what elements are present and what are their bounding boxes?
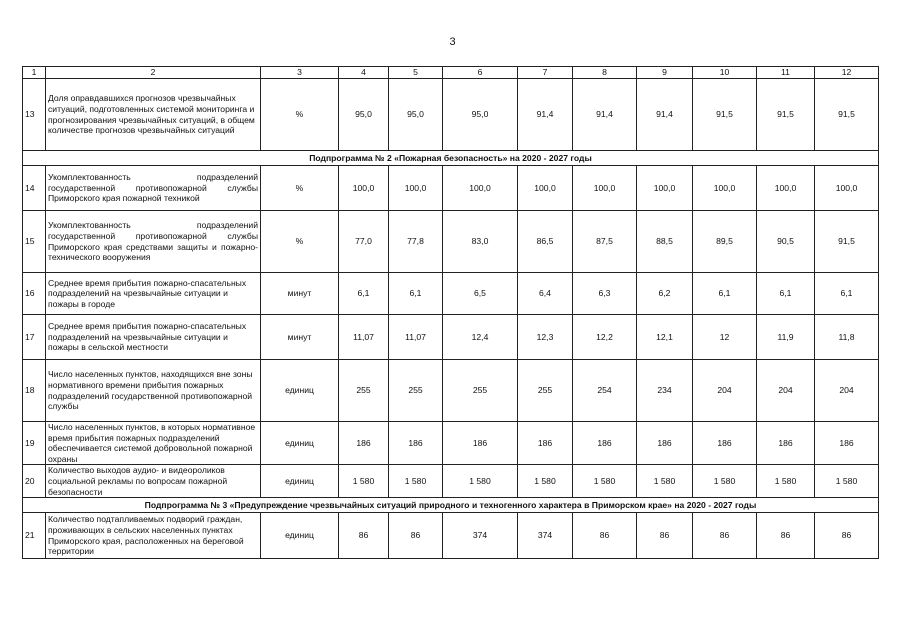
- table-row: [23, 79, 879, 151]
- indicator-name: Количество подтапливаемых подворий граждан, проживающих в сельских населенных пунктах Приморского края, расположенных на береговой территории: [46, 513, 261, 559]
- value-cell: 100,0: [443, 166, 518, 211]
- value-cell: 89,5: [693, 211, 757, 273]
- value-cell: 1 580: [443, 465, 518, 498]
- value-cell: 12,3: [518, 315, 573, 360]
- value-cell: 77,8: [389, 211, 443, 273]
- indicator-name: Число населенных пунктов, в которых нормативное время прибытия пожарных подразделений обеспечивается системой добровольной пожарной охраны: [46, 422, 261, 465]
- indicator-name: Доля оправдавшихся прогнозов чрезвычайных ситуаций, подготовленных системой мониторинга и прогнозирования чрезвычайных ситуаций, в общем количестве прогнозов чрезвычайных ситуаций: [46, 79, 261, 151]
- value-cell: 1 580: [518, 465, 573, 498]
- value-cell: 100,0: [389, 166, 443, 211]
- col-header: 6: [443, 67, 518, 79]
- row-number: 19: [23, 422, 46, 465]
- value-cell: 186: [693, 422, 757, 465]
- value-cell: 255: [518, 360, 573, 422]
- value-cell: 255: [443, 360, 518, 422]
- value-cell: 86: [573, 513, 637, 559]
- value-cell: 1 580: [815, 465, 879, 498]
- value-cell: 374: [443, 513, 518, 559]
- unit-cell: единиц: [261, 422, 339, 465]
- row-number: 21: [23, 513, 46, 559]
- value-cell: 6,1: [339, 273, 389, 315]
- value-cell: 86: [637, 513, 693, 559]
- unit-cell: единиц: [261, 360, 339, 422]
- value-cell: 91,5: [693, 79, 757, 151]
- col-header: 7: [518, 67, 573, 79]
- value-cell: 100,0: [815, 166, 879, 211]
- value-cell: 6,1: [693, 273, 757, 315]
- value-cell: 100,0: [518, 166, 573, 211]
- col-header: 10: [693, 67, 757, 79]
- value-cell: 12,4: [443, 315, 518, 360]
- value-cell: 204: [693, 360, 757, 422]
- value-cell: 255: [339, 360, 389, 422]
- value-cell: 100,0: [573, 166, 637, 211]
- value-cell: 186: [518, 422, 573, 465]
- value-cell: 1 580: [693, 465, 757, 498]
- value-cell: 91,4: [518, 79, 573, 151]
- value-cell: 1 580: [389, 465, 443, 498]
- value-cell: 95,0: [443, 79, 518, 151]
- value-cell: 186: [757, 422, 815, 465]
- row-number: 13: [23, 79, 46, 151]
- value-cell: 186: [389, 422, 443, 465]
- value-cell: 1 580: [339, 465, 389, 498]
- unit-cell: единиц: [261, 465, 339, 498]
- section-title: Подпрограмма № 2 «Пожарная безопасность» на 2020 - 2027 годы: [23, 151, 879, 166]
- value-cell: 186: [339, 422, 389, 465]
- value-cell: 95,0: [389, 79, 443, 151]
- row-number: 18: [23, 360, 46, 422]
- section-row: [23, 151, 879, 166]
- table-row: [23, 360, 879, 422]
- value-cell: 6,5: [443, 273, 518, 315]
- indicator-name: Укомплектованность подразделений государственной противопожарной службы Приморского края пожарной техникой: [46, 166, 261, 211]
- header-row: [23, 67, 879, 79]
- unit-cell: %: [261, 211, 339, 273]
- value-cell: 91,5: [815, 211, 879, 273]
- col-header: 11: [757, 67, 815, 79]
- unit-cell: %: [261, 166, 339, 211]
- indicator-name: Укомплектованность подразделений государственной противопожарной службы Приморского края средствами защиты и пожарно-технического вооружения: [46, 211, 261, 273]
- value-cell: 6,1: [389, 273, 443, 315]
- value-cell: 234: [637, 360, 693, 422]
- indicators-table: [22, 66, 879, 559]
- value-cell: 90,5: [757, 211, 815, 273]
- value-cell: 100,0: [637, 166, 693, 211]
- value-cell: 86: [389, 513, 443, 559]
- indicator-name: Количество выходов аудио- и видеороликов социальной рекламы по вопросам пожарной безопасности: [46, 465, 261, 498]
- value-cell: 86: [815, 513, 879, 559]
- unit-cell: минут: [261, 315, 339, 360]
- col-header: 4: [339, 67, 389, 79]
- value-cell: 1 580: [573, 465, 637, 498]
- table-row: [23, 465, 879, 498]
- col-header: 3: [261, 67, 339, 79]
- unit-cell: %: [261, 79, 339, 151]
- value-cell: 254: [573, 360, 637, 422]
- value-cell: 186: [815, 422, 879, 465]
- unit-cell: минут: [261, 273, 339, 315]
- col-header: 8: [573, 67, 637, 79]
- row-number: 16: [23, 273, 46, 315]
- value-cell: 95,0: [339, 79, 389, 151]
- value-cell: 1 580: [757, 465, 815, 498]
- value-cell: 86: [693, 513, 757, 559]
- value-cell: 77,0: [339, 211, 389, 273]
- col-header: 1: [23, 67, 46, 79]
- value-cell: 6,1: [815, 273, 879, 315]
- indicator-name: Число населенных пунктов, находящихся вне зоны нормативного времени прибытия пожарных подразделений государственной противопожарной службы: [46, 360, 261, 422]
- value-cell: 204: [757, 360, 815, 422]
- row-number: 17: [23, 315, 46, 360]
- section-row: [23, 498, 879, 513]
- unit-cell: единиц: [261, 513, 339, 559]
- table-row: [23, 166, 879, 211]
- value-cell: 91,5: [757, 79, 815, 151]
- value-cell: 83,0: [443, 211, 518, 273]
- value-cell: 100,0: [757, 166, 815, 211]
- value-cell: 12: [693, 315, 757, 360]
- row-number: 20: [23, 465, 46, 498]
- value-cell: 6,2: [637, 273, 693, 315]
- table-row: [23, 211, 879, 273]
- table-row: [23, 513, 879, 559]
- table-row: [23, 315, 879, 360]
- value-cell: 100,0: [693, 166, 757, 211]
- value-cell: 6,1: [757, 273, 815, 315]
- value-cell: 255: [389, 360, 443, 422]
- value-cell: 1 580: [637, 465, 693, 498]
- row-number: 15: [23, 211, 46, 273]
- value-cell: 6,4: [518, 273, 573, 315]
- value-cell: 186: [443, 422, 518, 465]
- col-header: 9: [637, 67, 693, 79]
- indicator-name: Среднее время прибытия пожарно-спасательных подразделений на чрезвычайные ситуации и пожары в сельской местности: [46, 315, 261, 360]
- value-cell: 11,9: [757, 315, 815, 360]
- value-cell: 86: [757, 513, 815, 559]
- value-cell: 12,1: [637, 315, 693, 360]
- value-cell: 374: [518, 513, 573, 559]
- value-cell: 87,5: [573, 211, 637, 273]
- value-cell: 11,07: [389, 315, 443, 360]
- section-title: Подпрограмма № 3 «Предупреждение чрезвычайных ситуаций природного и техногенного характера в Приморском крае» на 2020 - 2027 годы: [23, 498, 879, 513]
- value-cell: 86,5: [518, 211, 573, 273]
- indicator-name: Среднее время прибытия пожарно-спасательных подразделений на чрезвычайные ситуации и пожары в городе: [46, 273, 261, 315]
- value-cell: 100,0: [339, 166, 389, 211]
- value-cell: 186: [573, 422, 637, 465]
- table-row: [23, 273, 879, 315]
- value-cell: 12,2: [573, 315, 637, 360]
- col-header: 5: [389, 67, 443, 79]
- value-cell: 91,4: [637, 79, 693, 151]
- value-cell: 6,3: [573, 273, 637, 315]
- value-cell: 11,8: [815, 315, 879, 360]
- value-cell: 88,5: [637, 211, 693, 273]
- value-cell: 204: [815, 360, 879, 422]
- page-number: 3: [449, 36, 456, 48]
- row-number: 14: [23, 166, 46, 211]
- col-header: 12: [815, 67, 879, 79]
- value-cell: 91,4: [573, 79, 637, 151]
- value-cell: 91,5: [815, 79, 879, 151]
- col-header: 2: [46, 67, 261, 79]
- table-row: [23, 422, 879, 465]
- value-cell: 11,07: [339, 315, 389, 360]
- value-cell: 186: [637, 422, 693, 465]
- value-cell: 86: [339, 513, 389, 559]
